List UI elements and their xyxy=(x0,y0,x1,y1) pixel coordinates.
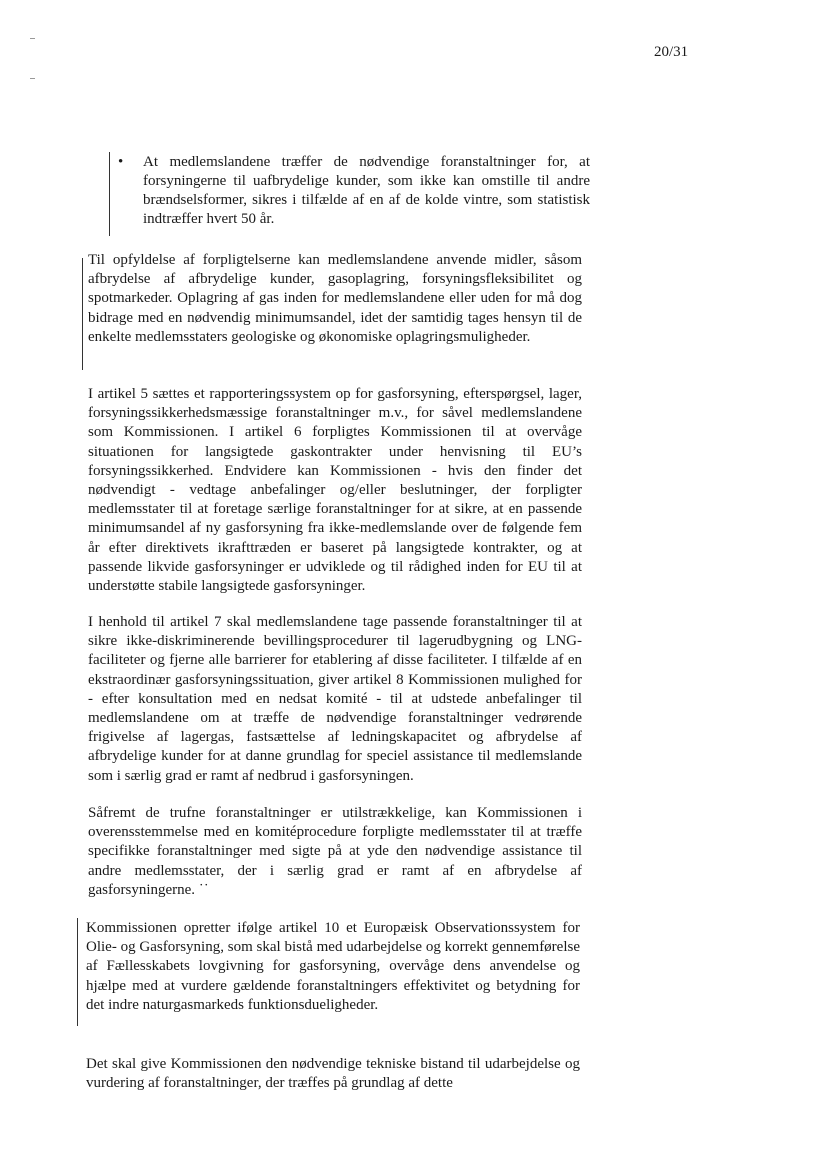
scan-speck-top xyxy=(30,38,35,39)
paragraph-4: Såfremt de trufne foranstaltninger er utilstrækkelige, kan Kommissionen i overensstemmelse med en komitéprocedure forpligte medlemsstater til at træffe specifikke foranstaltninger med sigte på at yde den nødvendige assistance til andre medlemsstater, der i særlig grad er ramt af en afbrydelse af gasforsyningerne. ˙˙ xyxy=(88,805,582,898)
paragraph-2: I artikel 5 sættes et rapporteringssystem op for gasforsyning, efterspørgsel, lager, forsyningssikkerhedsmæssige foranstaltninger m.v., for såvel medlemslandene som Kommissionen. I artikel 6 forpligtes Kommissionen til at overvåge situationen for langsigtede gaskontrakter under henvisning til EU’s forsyningssikkerhed. Endvidere kan Kommissionen - hvis den finder det nødvendigt - vedtage anbefalinger og/eller beslutninger, der forpligter medlemsstater til at foretage særlige foranstaltninger for at sikre, at en passende minimumsandel af ny gasforsyning fra ikke-medlemslande over de følgende fem år efter direktivets ikrafttræden er baseret på langsigtede kontrakter, og at passende likvide gasforsyninger er udviklede og til rådighed inden for EU til at understøtte stabile langsigtede gasforsyninger. xyxy=(88,386,582,595)
paragraph-6: Det skal give Kommissionen den nødvendige tekniske bistand til udarbejdelse og vurdering af foranstaltninger, der træffes på grundlag af dette xyxy=(86,1056,580,1092)
change-bar xyxy=(77,918,78,1026)
page-number: 20/31 xyxy=(654,44,689,60)
paragraph-5: Kommissionen opretter ifølge artikel 10 et Europæisk Observationssystem for Olie- og Gasforsyning, som skal bistå med udarbejdelse og korrekt gennemførelse af Fællesskabets lovgivning for gasforsyning, overvåge dens anvendelse og hjælpe med at vurdere gældende foranstaltningers effektivitet og betydning for det indre naturgasmarkeds funktionsdueligheder. xyxy=(86,920,580,1013)
change-bar xyxy=(109,152,110,236)
bullet-marker: • xyxy=(118,154,124,170)
bullet-list-item xyxy=(118,153,590,229)
scan-speck-left xyxy=(30,78,35,79)
bullet-text: At medlemslandene træffer de nødvendige foranstaltninger for, at forsyningerne til uafbrydelige kunder, som ikke kan omstille til andre brændselsformer, sikres i tilfælde af en af de kolde vintre, som statistisk indtræffer hvert 50 år. xyxy=(143,154,590,227)
paragraph-1: Til opfyldelse af forpligtelserne kan medlemslandene anvende midler, såsom afbrydelse af afbrydelige kunder, gasoplagring, forsyningsfleksibilitet og spotmarkeder. Oplagring af gas inden for medlemslandene eller uden for må dog bidrage med en nødvendig minimumsandel, idet der samtidig tages hensyn til de enkelte medlemsstaters geologiske og økonomiske oplagringsmuligheder. xyxy=(88,252,582,345)
change-bar xyxy=(82,258,83,370)
paragraph-3: I henhold til artikel 7 skal medlemslandene tage passende foranstaltninger til at sikre ikke-diskriminerende bevillingsprocedurer til lagerudbygning og LNG-faciliteter og fjerne alle barrierer for etablering af disse faciliteter. I tilfælde af en ekstraordinær gasforsyningssituation, giver artikel 8 Kommissionen mulighed for - efter konsultation med en nedsat komité - til at udstede anbefalinger til medlemslandene om at træffe de nødvendige foranstaltninger vedrørende frigivelse af lagergas, fastsættelse af ledningskapacitet og afbrydelse af afbrydelige kunder for at danne grundlag for speciel assistance til medlemslande som i særlig grad er ramt af nedbrud i gasforsyningen. xyxy=(88,614,582,784)
